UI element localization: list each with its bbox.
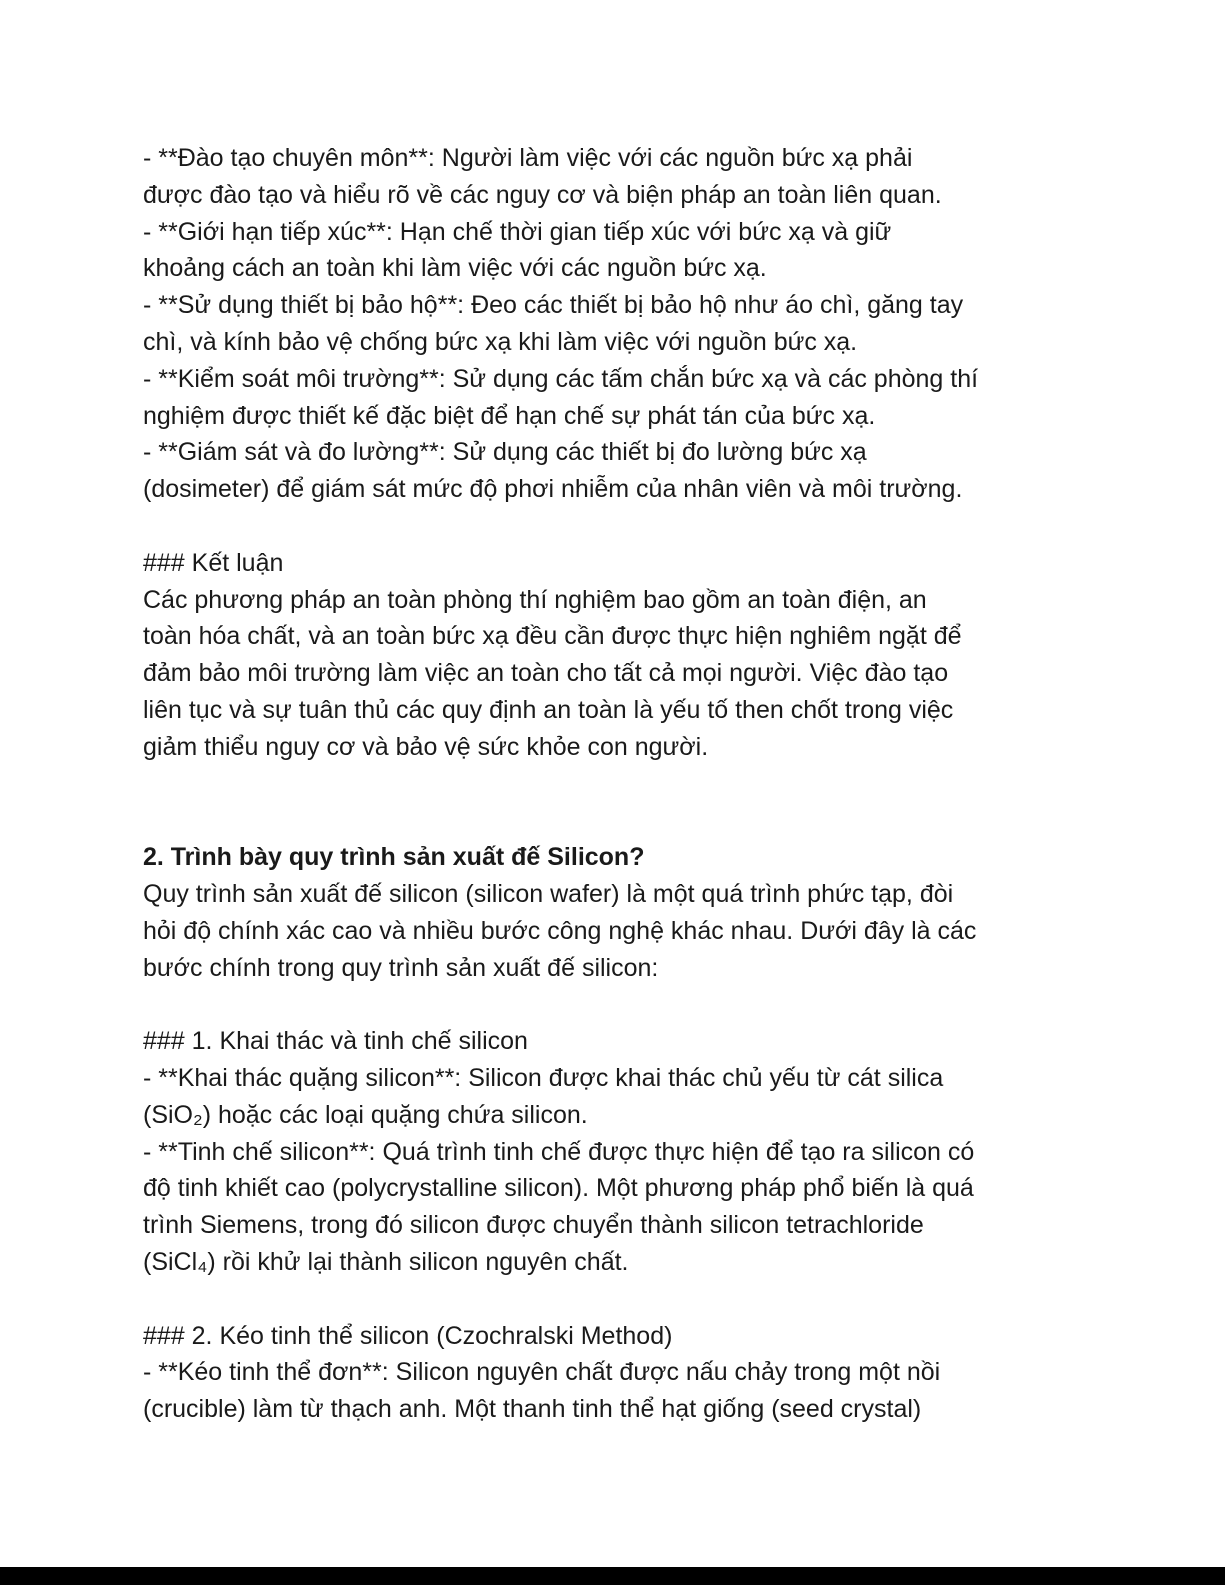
list-item-line: nghiệm được thiết kế đặc biệt để hạn chế sự phát tán của bức xạ.: [143, 401, 876, 430]
intro-line: hỏi độ chính xác cao và nhiều bước công nghệ khác nhau. Dưới đây là các: [143, 916, 977, 945]
list-item-line: - **Kiểm soát môi trường**: Sử dụng các tấm chắn bức xạ và các phòng thí: [143, 364, 979, 393]
conclusion-line: giảm thiểu nguy cơ và bảo vệ sức khỏe con người.: [143, 732, 709, 761]
list-item-line: - **Sử dụng thiết bị bảo hộ**: Đeo các thiết bị bảo hộ như áo chì, găng tay: [143, 291, 964, 320]
step-1-line: - **Khai thác quặng silicon**: Silicon được khai thác chủ yếu từ cát silica: [143, 1063, 944, 1092]
list-item-line: - **Giám sát và đo lường**: Sử dụng các thiết bị đo lường bức xạ: [143, 438, 867, 467]
radiation-safety-list: [143, 140, 1088, 508]
step-2-heading: ### 2. Kéo tinh thể silicon (Czochralski Method): [143, 1321, 673, 1350]
list-item-line: - **Giới hạn tiếp xúc**: Hạn chế thời gian tiếp xúc với bức xạ và giữ: [143, 217, 892, 246]
step-1-line: - **Tinh chế silicon**: Quá trình tinh chế được thực hiện để tạo ra silicon có: [143, 1137, 975, 1166]
conclusion-line: liên tục và sự tuân thủ các quy định an toàn là yếu tố then chốt trong việc: [143, 695, 954, 724]
list-item-line: - **Đào tạo chuyên môn**: Người làm việc với các nguồn bức xạ phải: [143, 144, 913, 172]
conclusion-section: [143, 545, 1088, 766]
step-1-line: (SiO₂) hoặc các loại quặng chứa silicon.: [143, 1100, 588, 1129]
question-2-section: [143, 839, 1088, 986]
conclusion-heading: ### Kết luận: [143, 548, 284, 577]
intro-line: bước chính trong quy trình sản xuất đế silicon:: [143, 953, 659, 982]
list-item-line: (dosimeter) để giám sát mức độ phơi nhiễm của nhân viên và môi trường.: [143, 475, 963, 504]
step-2-line: (crucible) làm từ thạch anh. Một thanh tinh thể hạt giống (seed crystal): [143, 1395, 922, 1424]
step-1-line: (SiCl₄) rồi khử lại thành silicon nguyên chất.: [143, 1247, 629, 1276]
conclusion-line: toàn hóa chất, và an toàn bức xạ đều cần được thực hiện nghiêm ngặt để: [143, 622, 962, 651]
step-1-line: trình Siemens, trong đó silicon được chuyển thành silicon tetrachloride: [143, 1211, 924, 1240]
step-2-section: [143, 1318, 1088, 1428]
conclusion-line: Các phương pháp an toàn phòng thí nghiệm bao gồm an toàn điện, an: [143, 585, 927, 614]
step-2-line: - **Kéo tinh thể đơn**: Silicon nguyên chất được nấu chảy trong một nồi: [143, 1358, 941, 1387]
list-item-line: chì, và kính bảo vệ chống bức xạ khi làm việc với nguồn bức xạ.: [143, 327, 858, 356]
list-item-line: khoảng cách an toàn khi làm việc với các nguồn bức xạ.: [143, 254, 767, 283]
list-item-line: được đào tạo và hiểu rõ về các nguy cơ và biện pháp an toàn liên quan.: [143, 180, 942, 209]
intro-line: Quy trình sản xuất đế silicon (silicon wafer) là một quá trình phức tạp, đòi: [143, 879, 954, 908]
page-bottom-edge: [0, 1567, 1225, 1585]
conclusion-line: đảm bảo môi trường làm việc an toàn cho tất cả mọi người. Việc đào tạo: [143, 659, 949, 688]
step-1-heading: ### 1. Khai thác và tinh chế silicon: [143, 1027, 528, 1056]
document-page: [143, 140, 1088, 1428]
step-1-section: [143, 1023, 1088, 1281]
question-2-title: 2. Trình bày quy trình sản xuất đế Silicon?: [143, 843, 645, 872]
step-1-line: độ tinh khiết cao (polycrystalline silicon). Một phương pháp phổ biến là quá: [143, 1174, 974, 1203]
